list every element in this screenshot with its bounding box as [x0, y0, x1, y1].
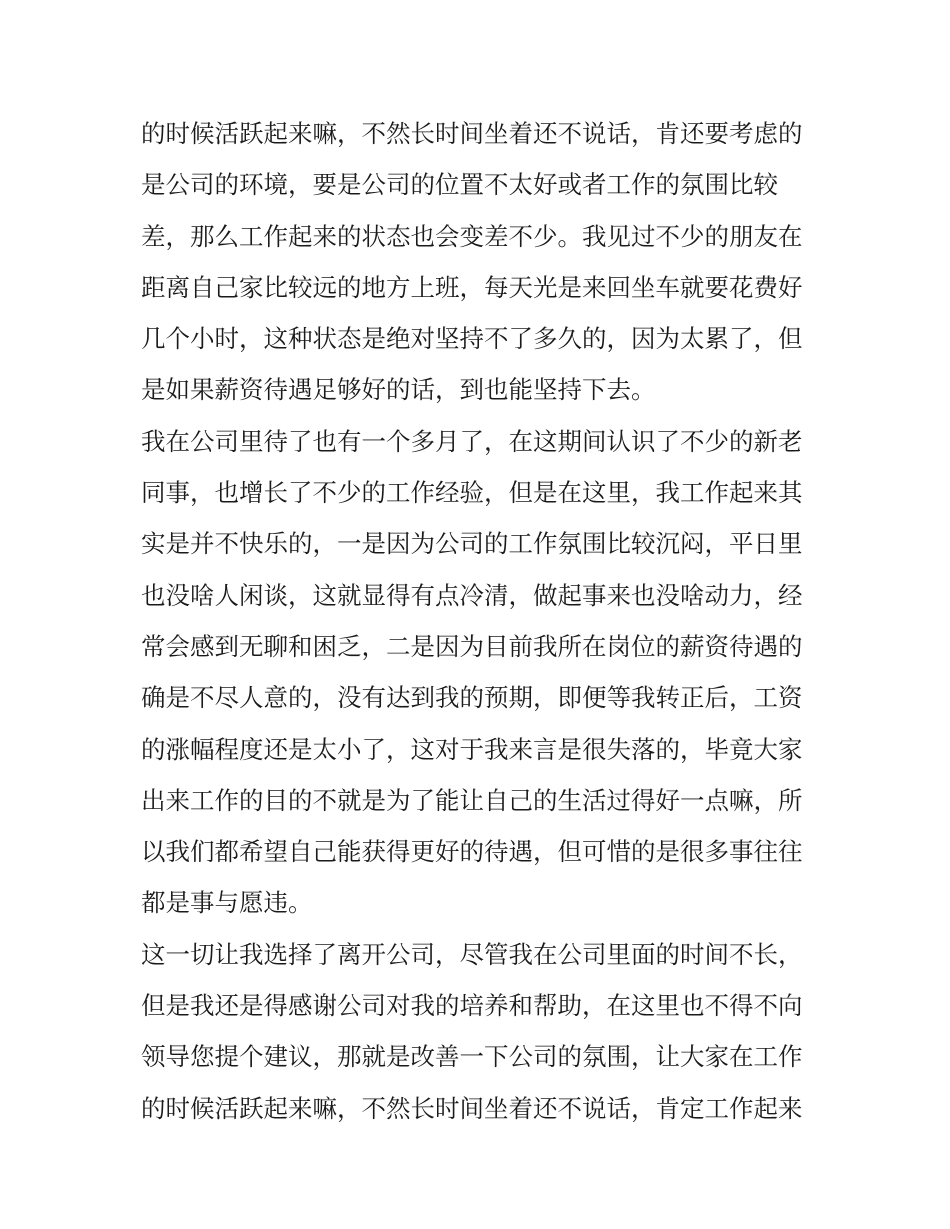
- text-line-7: 我在公司里待了也有一个多月了，在这期间认识了不少的新老: [141, 426, 803, 456]
- text-line-19: 领导您提个建议，那就是改善一下公司的氛围，让大家在工作: [141, 1042, 803, 1072]
- text-line-3: 差，那么工作起来的状态也会变差不少。我见过不少的朋友在: [141, 221, 803, 251]
- text-line-16: 都是事与愿违。: [141, 888, 313, 918]
- text-line-9: 实是并不快乐的，一是因为公司的工作氛围比较沉闷，平日里: [141, 529, 803, 559]
- text-line-1: 的时候活跃起来嘛，不然长时间坐着还不说话，肯还要考虑的: [141, 119, 803, 148]
- text-line-14: 出来工作的目的不就是为了能让自己的生活过得好一点嘛，所: [141, 785, 803, 815]
- text-line-17: 这一切让我选择了离开公司，尽管我在公司里面的时间不长，: [141, 939, 803, 969]
- text-line-2: 是公司的环境，要是公司的位置不太好或者工作的氛围比较: [141, 170, 778, 200]
- text-line-12: 确是不尽人意的，没有达到我的预期，即便等我转正后，工资: [141, 683, 803, 713]
- text-line-11: 常会感到无聊和困乏，二是因为目前我所在岗位的薪资待遇的: [141, 631, 803, 661]
- text-line-20: 的时候活跃起来嘛，不然长时间坐着还不说话，肯定工作起来: [141, 1093, 803, 1123]
- text-line-10: 也没啥人闲谈，这就显得有点冷清，做起事来也没啥动力，经: [141, 580, 803, 610]
- text-line-4: 距离自己家比较远的地方上班，每天光是来回坐车就要花费好: [141, 272, 803, 302]
- text-line-13: 的涨幅程度还是太小了，这对于我来言是很失落的，毕竟大家: [141, 734, 803, 764]
- text-line-8: 同事，也增长了不少的工作经验，但是在这里，我工作起来其: [141, 478, 803, 508]
- document-body: [141, 108, 813, 1134]
- text-line-15: 以我们都希望自己能获得更好的待遇，但可惜的是很多事往往: [141, 837, 803, 867]
- text-line-6: 是如果薪资待遇足够好的话，到也能坚持下去。: [141, 375, 656, 405]
- text-line-5: 几个小时，这种状态是绝对坚持不了多久的，因为太累了，但: [141, 324, 803, 354]
- text-line-18: 但是我还是得感谢公司对我的培养和帮助，在这里也不得不向: [141, 991, 803, 1021]
